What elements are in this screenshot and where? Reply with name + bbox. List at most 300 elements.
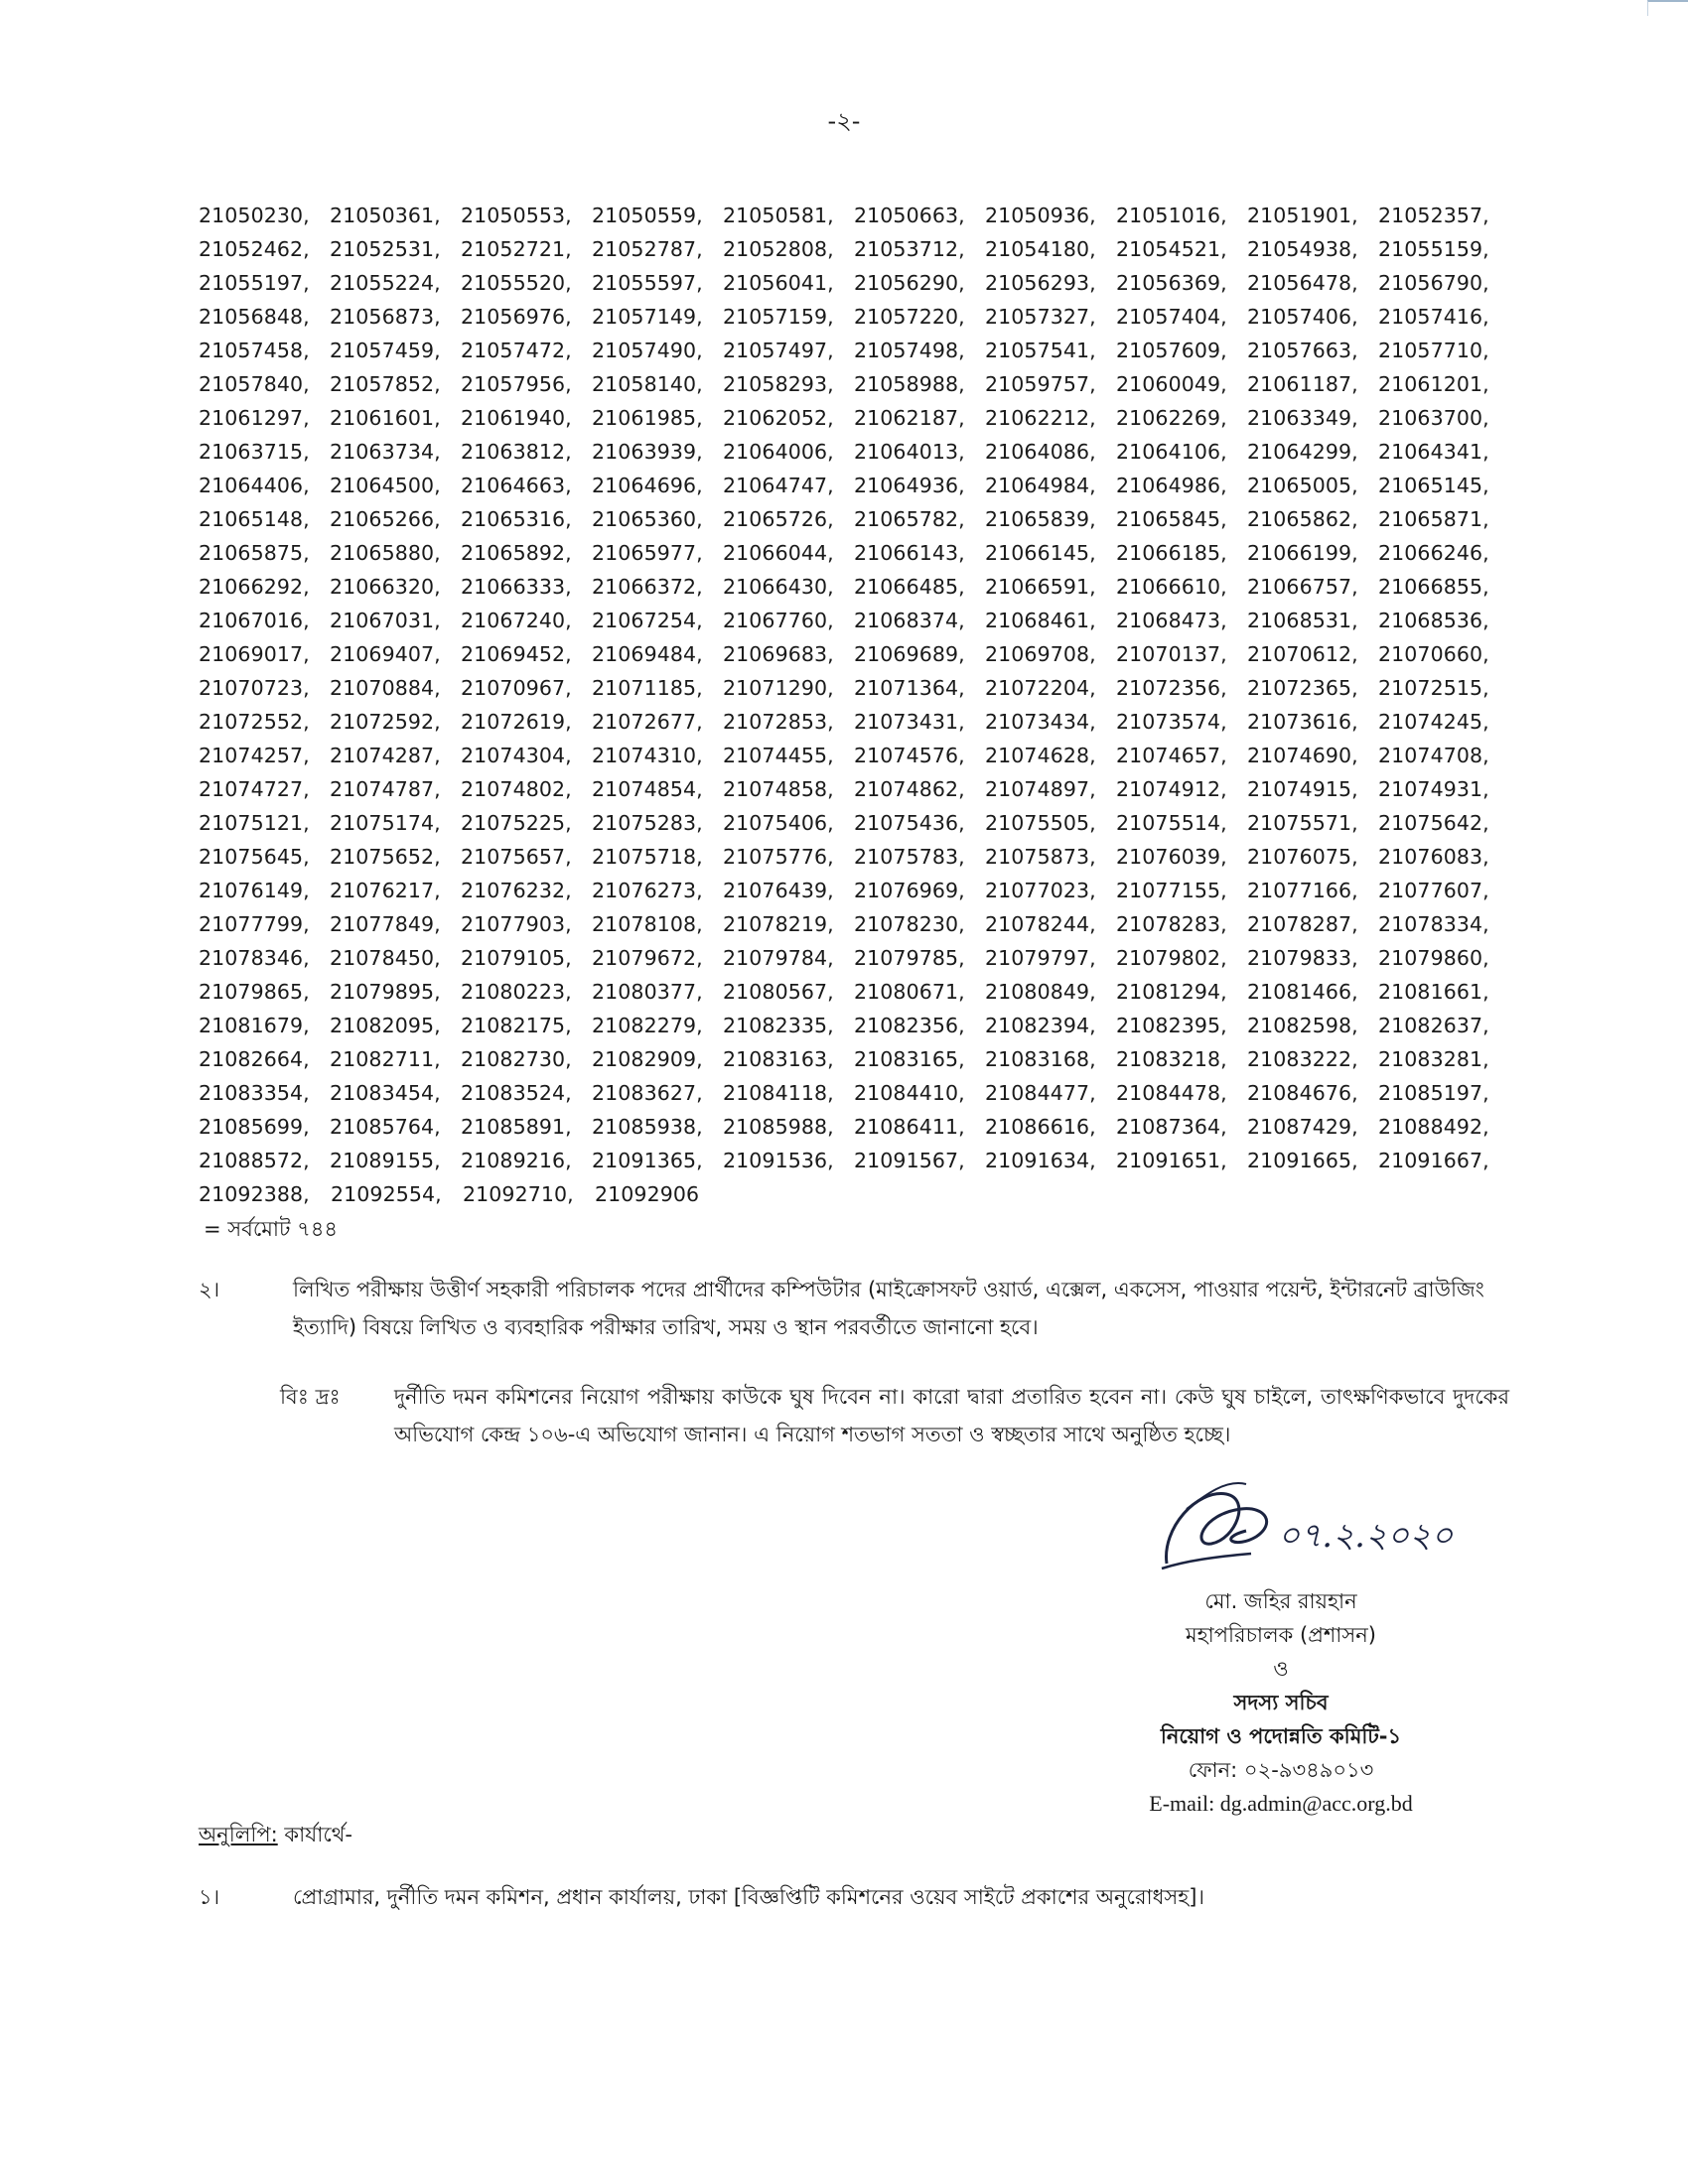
roll-number: 21073431, [854,710,965,734]
roll-number: 21072365, [1247,676,1358,700]
roll-number: 21080377, [592,980,703,1004]
roll-number: 21091365, [592,1149,703,1172]
roll-number: 21066199, [1247,541,1358,565]
roll-number: 21065782, [854,507,965,531]
roll-number: 21082395, [1116,1014,1227,1037]
roll-number: 21055224, [330,271,441,295]
roll-number: 21077155, [1116,879,1227,902]
roll-number: 21079802, [1116,946,1227,970]
roll-number: 21064086, [985,440,1096,464]
roll-number: 21058140, [592,372,703,396]
roll-number: 21084478, [1116,1081,1227,1105]
note-text: দুর্নীতি দমন কমিশনের নিয়োগ পরীক্ষায় কাউকে ঘুষ দিবেন না। কারো দ্বারা প্রতারিত হবেন না। কেউ ঘুষ চাইলে, তাৎক্ষণিকভাবে দুদকের অভিযোগ কেন্দ্র ১০৬-এ অভিযোগ জানান। এ নিয়োগ শতভাগ সততা ও স্বচ্ছতার সাথে অনুষ্ঠিত হচ্ছে। [394,1385,1509,1446]
roll-number: 21078219, [723,912,834,936]
roll-number: 21092388, [199,1182,310,1206]
roll-number: 21079833, [1247,946,1358,970]
roll-number: 21063700, [1378,406,1489,430]
roll-number: 21070660, [1378,642,1489,666]
page-number: -২- [827,107,861,135]
signatory-name: মো. জহির রায়হান [1204,1589,1357,1613]
roll-row [199,199,1509,232]
signature-block [1072,1516,1489,1821]
roll-number: 21066610, [1116,575,1227,599]
handwritten-signature [1157,1469,1454,1578]
roll-number: 21078108, [592,912,703,936]
roll-row [199,1042,1509,1076]
roll-number: 21052721, [461,237,572,261]
roll-number: 21080223, [461,980,572,1004]
roll-number: 21083222, [1247,1047,1358,1071]
roll-number: 21084410, [854,1081,965,1105]
roll-number: 21077799, [199,912,310,936]
roll-number: 21063734, [330,440,441,464]
roll-number: 21082664, [199,1047,310,1071]
roll-number: 21054938, [1247,237,1358,261]
roll-number: 21057498, [854,339,965,362]
roll-number: 21064984, [985,474,1096,497]
roll-number: 21064696, [592,474,703,497]
signatory-designation: মহাপরিচালক (প্রশাসন) [1185,1623,1377,1647]
roll-number: 21064747, [723,474,834,497]
roll-number: 21075776, [723,845,834,869]
roll-row [199,705,1509,739]
roll-number: 21074912, [1116,777,1227,801]
roll-number: 21085699, [199,1115,310,1139]
roll-number: 21074915, [1247,777,1358,801]
roll-number: 21055159, [1378,237,1489,261]
roll-number: 21052531, [330,237,441,261]
roll-number: 21066292, [199,575,310,599]
roll-row [199,671,1509,705]
roll-number: 21056369, [1116,271,1227,295]
roll-row [199,536,1509,570]
roll-row [199,1144,1509,1177]
roll-number: 21078346, [199,946,310,970]
roll-number: 21054180, [985,237,1096,261]
roll-number: 21057459, [330,339,441,362]
roll-number: 21073574, [1116,710,1227,734]
roll-number: 21064936, [854,474,965,497]
roll-number: 21066143, [854,541,965,565]
roll-row [199,232,1509,266]
roll-row [199,941,1509,975]
roll-row [199,806,1509,840]
roll-number: 21078283, [1116,912,1227,936]
roll-number: 21074304, [461,744,572,767]
roll-number: 21052357, [1378,204,1489,227]
roll-number: 21061985, [592,406,703,430]
roll-number: 21066757, [1247,575,1358,599]
roll-number: 21074690, [1247,744,1358,767]
roll-number: 21082356, [854,1014,965,1037]
roll-number: 21075718, [592,845,703,869]
roll-number: 21064341, [1378,440,1489,464]
roll-number: 21082175, [461,1014,572,1037]
roll-number: 21079797, [985,946,1096,970]
roll-number: 21056041, [723,271,834,295]
roll-number: 21066044, [723,541,834,565]
roll-number: 21056293, [985,271,1096,295]
roll-number: 21066591, [985,575,1096,599]
roll-number: 21085197, [1378,1081,1489,1105]
roll-number: 21050553, [461,204,572,227]
roll-number: 21057956, [461,372,572,396]
roll-row [199,604,1509,637]
roll-number: 21062269, [1116,406,1227,430]
roll-number: 21091667, [1378,1149,1489,1172]
roll-number: 21057840, [199,372,310,396]
roll-number: 21057220, [854,305,965,329]
roll-number: 21064500, [330,474,441,497]
roll-row [199,975,1509,1009]
roll-number: 21079784, [723,946,834,970]
roll-number: 21065892, [461,541,572,565]
roll-number: 21065148, [199,507,310,531]
roll-number: 21083627, [592,1081,703,1105]
total-count: = সর্বমোট ৭৪৪ [204,1217,339,1241]
roll-row [199,840,1509,874]
note-block [280,1378,1509,1453]
roll-number: 21078334, [1378,912,1489,936]
roll-row [199,772,1509,806]
roll-number: 21067240, [461,609,572,632]
roll-number: 21062052, [723,406,834,430]
roll-number: 21071364, [854,676,965,700]
roll-number: 21083168, [985,1047,1096,1071]
copy-to-heading [199,1819,352,1853]
roll-number: 21050361, [330,204,441,227]
roll-number: 21076075, [1247,845,1358,869]
roll-number: 21065880, [330,541,441,565]
roll-number: 21068374, [854,609,965,632]
roll-number: 21057472, [461,339,572,362]
roll-number: 21051901, [1247,204,1358,227]
roll-number: 21075571, [1247,811,1358,835]
roll-number: 21080849, [985,980,1096,1004]
roll-number: 21065839, [985,507,1096,531]
roll-number: 21065360, [592,507,703,531]
roll-number: 21066185, [1116,541,1227,565]
roll-number: 21072853, [723,710,834,734]
roll-number: 21065977, [592,541,703,565]
roll-number: 21081661, [1378,980,1489,1004]
roll-number: 21064013, [854,440,965,464]
roll-number: 21057541, [985,339,1096,362]
roll-row [199,334,1509,367]
roll-row [199,300,1509,334]
roll-number: 21074628, [985,744,1096,767]
roll-number: 21069683, [723,642,834,666]
roll-number: 21067031, [330,609,441,632]
roll-number: 21083524, [461,1081,572,1105]
roll-number: 21074257, [199,744,310,767]
roll-number: 21065845, [1116,507,1227,531]
roll-number: 21050936, [985,204,1096,227]
roll-number: 21063812, [461,440,572,464]
roll-number: 21062212, [985,406,1096,430]
roll-number: 21061940, [461,406,572,430]
roll-row [199,401,1509,435]
roll-number: 21072356, [1116,676,1227,700]
roll-number: 21091536, [723,1149,834,1172]
roll-number: 21060049, [1116,372,1227,396]
roll-number: 21076149, [199,879,310,902]
roll-number: 21072552, [199,710,310,734]
roll-number: 21088572, [199,1149,310,1172]
roll-number: 21065316, [461,507,572,531]
roll-number: 21081294, [1116,980,1227,1004]
copy-to-label: অনুলিপি: [199,1823,278,1846]
roll-number: 21065871, [1378,507,1489,531]
roll-number: 21056790, [1378,271,1489,295]
roll-number: 21063349, [1247,406,1358,430]
roll-number: 21092554, [331,1182,442,1206]
roll-number: 21076273, [592,879,703,902]
roll-number: 21083354, [199,1081,310,1105]
roll-row [199,435,1509,469]
roll-number: 21051016, [1116,204,1227,227]
roll-number: 21052808, [723,237,834,261]
roll-number: 21075652, [330,845,441,869]
roll-number: 21079895, [330,980,441,1004]
roll-number: 21069689, [854,642,965,666]
roll-row [199,469,1509,502]
roll-number: 21062187, [854,406,965,430]
roll-number: 21074854, [592,777,703,801]
roll-number: 21078287, [1247,912,1358,936]
note-label: বিঃ দ্রঃ [280,1385,341,1409]
roll-row [199,1076,1509,1110]
roll-number: 21082394, [985,1014,1096,1037]
roll-number: 21076217, [330,879,441,902]
roll-number: 21058988, [854,372,965,396]
roll-number: 21065862, [1247,507,1358,531]
roll-number: 21056976, [461,305,572,329]
roll-number: 21076232, [461,879,572,902]
roll-number: 21055197, [199,271,310,295]
roll-number: 21085938, [592,1115,703,1139]
roll-number: 21089216, [461,1149,572,1172]
roll-number: 21063715, [199,440,310,464]
roll-number: 21067016, [199,609,310,632]
roll-number: 21078230, [854,912,965,936]
roll-number: 21071185, [592,676,703,700]
roll-number: 21085764, [330,1115,441,1139]
roll-number: 21082909, [592,1047,703,1071]
roll-number: 21067760, [723,609,834,632]
signatory-conjunction: ও [1273,1657,1289,1681]
roll-number: 21050559, [592,204,703,227]
roll-number: 21075645, [199,845,310,869]
signatory-role: সদস্য সচিব [1233,1691,1329,1714]
roll-number: 21082095, [330,1014,441,1037]
roll-number: 21065266, [330,507,441,531]
roll-number: 21068461, [985,609,1096,632]
roll-number: 21083218, [1116,1047,1227,1071]
roll-number: 21057663, [1247,339,1358,362]
roll-number: 21079860, [1378,946,1489,970]
roll-number: 21065145, [1378,474,1489,497]
roll-number: 21075873, [985,845,1096,869]
roll-number: 21050663, [854,204,965,227]
roll-number: 21068536, [1378,609,1489,632]
roll-number: 21074576, [854,744,965,767]
roll-row [199,874,1509,907]
roll-number: 21069017, [199,642,310,666]
roll-number: 21074455, [723,744,834,767]
roll-number: 21061297, [199,406,310,430]
roll-number: 21086616, [985,1115,1096,1139]
roll-number: 21061187, [1247,372,1358,396]
roll-number: 21074245, [1378,710,1489,734]
roll-number: 21064299, [1247,440,1358,464]
roll-number: 21079672, [592,946,703,970]
roll-number: 21070884, [330,676,441,700]
roll-number: 21074657, [1116,744,1227,767]
roll-number: 21087364, [1116,1115,1227,1139]
paragraph-2-text: লিখিত পরীক্ষায় উত্তীর্ণ সহকারী পরিচালক পদের প্রার্থীদের কম্পিউটার (মাইক্রোসফট ওয়ার্ড, এক্সেল, একসেস, পাওয়ার পয়েন্ট, ইন্টারনেট ব্রাউজিং ইত্যাদি) বিষয়ে লিখিত ও ব্যবহারিক পরীক্ষার তারিখ, সময় ও স্থান পরবর্তীতে জানানো হবে। [293,1278,1484,1339]
roll-number: 21069452, [461,642,572,666]
roll-number: 21076083, [1378,845,1489,869]
roll-row [199,367,1509,401]
roll-number: 21075657, [461,845,572,869]
signatory-email: E-mail: dg.admin@acc.org.bd [1149,1791,1413,1816]
roll-number: 21068531, [1247,609,1358,632]
roll-number: 21061601, [330,406,441,430]
roll-number: 21080671, [854,980,965,1004]
roll-number: 21069407, [330,642,441,666]
roll-number: 21075174, [330,811,441,835]
roll-number: 21077849, [330,912,441,936]
roll-number: 21075225, [461,811,572,835]
roll-row [199,570,1509,604]
roll-number: 21066855, [1378,575,1489,599]
roll-number: 21072204, [985,676,1096,700]
roll-number: 21064106, [1116,440,1227,464]
roll-number: 21075283, [592,811,703,835]
roll-number: 21087429, [1247,1115,1358,1139]
roll-number: 21070967, [461,676,572,700]
roll-number: 21057852, [330,372,441,396]
roll-number: 21073616, [1247,710,1358,734]
signatory-committee: নিয়োগ ও পদোন্নতি কমিটি-১ [1160,1724,1402,1748]
roll-number: 21074802, [461,777,572,801]
roll-number: 21075436, [854,811,965,835]
roll-row [199,907,1509,941]
roll-number: 21057416, [1378,305,1489,329]
roll-number: 21073434, [985,710,1096,734]
roll-number: 21083454, [330,1081,441,1105]
roll-number: 21091567, [854,1149,965,1172]
roll-number: 21066430, [723,575,834,599]
roll-number: 21079865, [199,980,310,1004]
roll-number: 21084676, [1247,1081,1358,1105]
roll-number: 21067254, [592,609,703,632]
roll-number: 21058293, [723,372,834,396]
roll-number: 21063939, [592,440,703,464]
roll-number: 21070723, [199,676,310,700]
roll-number: 21084477, [985,1081,1096,1105]
roll-number: 21091634, [985,1149,1096,1172]
roll-number: 21059757, [985,372,1096,396]
roll-number: 21080567, [723,980,834,1004]
roll-number: 21066320, [330,575,441,599]
roll-number: 21066485, [854,575,965,599]
roll-number: 21052787, [592,237,703,261]
roll-number: 21075783, [854,845,965,869]
roll-number: 21082711, [330,1047,441,1071]
roll-number: 21092710, [463,1182,574,1206]
roll-number: 21075642, [1378,811,1489,835]
roll-number: 21083165, [854,1047,965,1071]
roll-row [199,266,1509,300]
roll-number: 21064006, [723,440,834,464]
roll-number: 21054521, [1116,237,1227,261]
roll-number: 21056478, [1247,271,1358,295]
roll-number: 21076439, [723,879,834,902]
scan-edge-mark [1647,0,1688,16]
roll-number: 21057404, [1116,305,1227,329]
roll-number: 21081466, [1247,980,1358,1004]
roll-number: 21069708, [985,642,1096,666]
roll-number: 21057497, [723,339,834,362]
roll-number: 21057609, [1116,339,1227,362]
roll-number: 21066145, [985,541,1096,565]
roll-number: 21083163, [723,1047,834,1071]
roll-number: 21056290, [854,271,965,295]
roll-number: 21057149, [592,305,703,329]
roll-number: 21057490, [592,339,703,362]
copy-to-item-text: প্রোগ্রামার, দুর্নীতি দমন কমিশন, প্রধান কার্যালয়, ঢাকা [বিজ্ঞপ্তিটি কমিশনের ওয়েব সাইটে প্রকাশের অনুরোধসহ]। [293,1885,1205,1909]
roll-number: 21077023, [985,879,1096,902]
roll-number: 21071290, [723,676,834,700]
roll-number: 21077166, [1247,879,1358,902]
roll-number: 21091665, [1247,1149,1358,1172]
roll-number: 21078450, [330,946,441,970]
roll-number: 21064406, [199,474,310,497]
roll-number: 21082279, [592,1014,703,1037]
signatory-phone: ফোন: ০২-৯৩৪৯০১৩ [1188,1758,1374,1782]
roll-number: 21061201, [1378,372,1489,396]
roll-number: 21076969, [854,879,965,902]
roll-number: 21086411, [854,1115,965,1139]
roll-number: 21074897, [985,777,1096,801]
roll-row [199,1110,1509,1144]
roll-number: 21072619, [461,710,572,734]
roll-number: 21075514, [1116,811,1227,835]
copy-to-item-number: ১। [199,1885,220,1909]
roll-number: 21068473, [1116,609,1227,632]
roll-number: 21056848, [199,305,310,329]
roll-number: 21050230, [199,204,310,227]
roll-number: 21069484, [592,642,703,666]
roll-number: 21064986, [1116,474,1227,497]
copy-to-label-rest: কার্যার্থে- [277,1823,352,1846]
roll-number: 21052462, [199,237,310,261]
roll-number: 21074708, [1378,744,1489,767]
roll-number: 21050581, [723,204,834,227]
roll-number: 21074727, [199,777,310,801]
roll-number: 21056873, [330,305,441,329]
roll-number: 21079105, [461,946,572,970]
roll-number: 21053712, [854,237,965,261]
svg-text:০৭.২.২০২০: ০৭.২.২০২০ [1278,1516,1454,1556]
paragraph-2-number: ২। [199,1278,220,1301]
roll-number: 21070137, [1116,642,1227,666]
roll-number: 21074287, [330,744,441,767]
roll-row [199,502,1509,536]
roll-number: 21075505, [985,811,1096,835]
